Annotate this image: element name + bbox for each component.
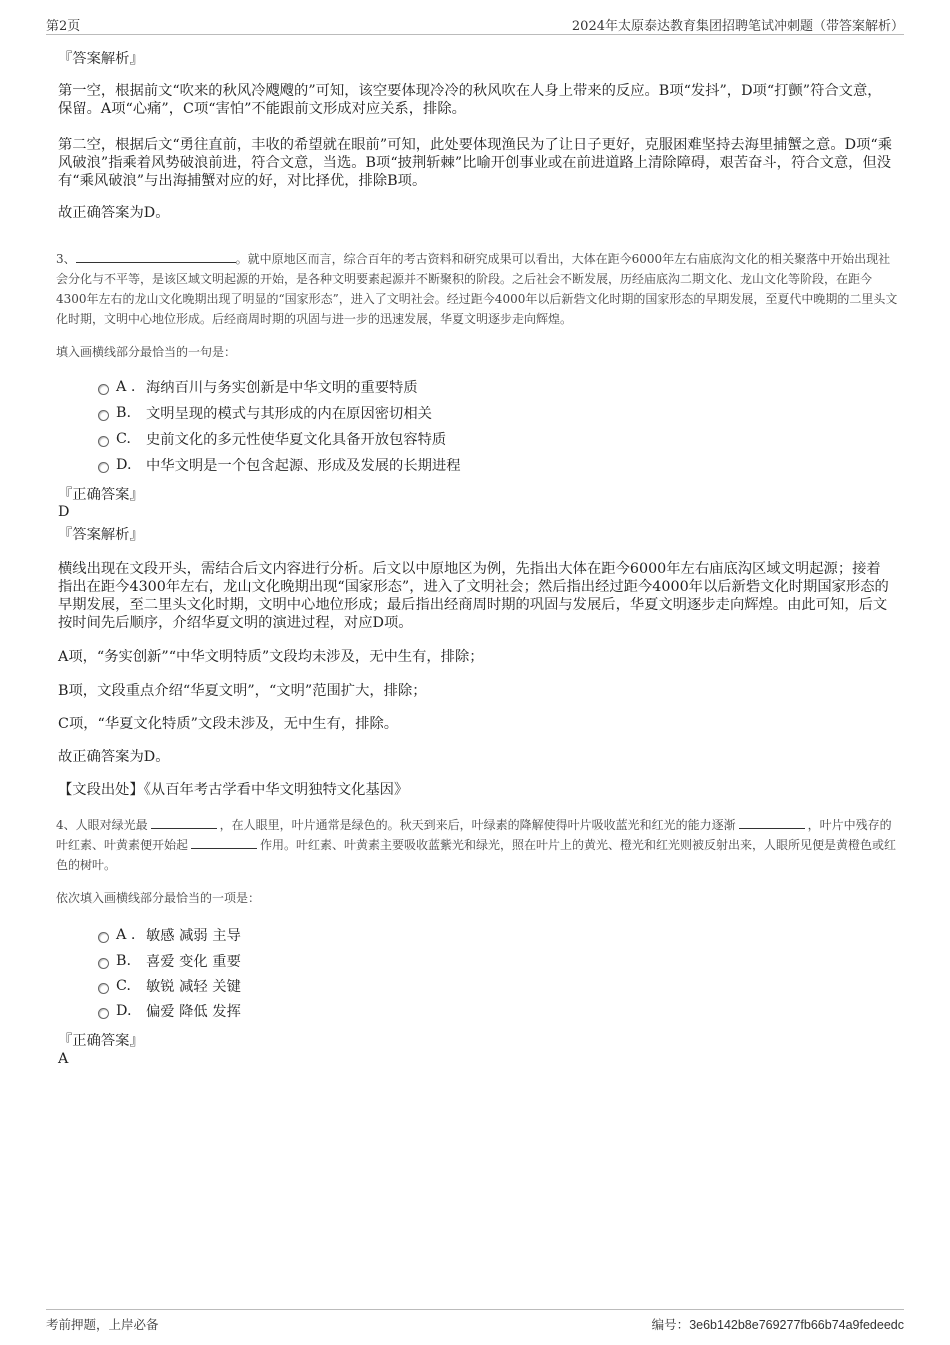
q4-question-text: 4、人眼对绿光最 ，在人眼里，叶片通常是绿色的。秋天到来后，叶绿素的降解使得叶片吸收蓝光和红光的能力逐渐 ，叶片中残存的叶红素、叶黄素便开始起 作用。叶红素、叶黄素主要吸收蓝紫光和绿光，照在叶片上的黄光、橙光和红光则被反射出来，人眼所见便是黄橙色或红色的树叶。 (56, 818, 897, 872)
q3-question-text (56, 249, 898, 329)
q3-analysis-para4: C项，“华夏文化特质”文段未涉及，无中生有，排除。 (58, 716, 399, 732)
q3-analysis-label: 『答案解析』 (58, 527, 144, 543)
q3-analysis-para2: A项，“务实创新”“中华文明特质”文段均未涉及，无中生有，排除； (58, 649, 484, 665)
q4-option-b[interactable]: B. 喜爱 变化 重要 (98, 950, 241, 972)
q4-blank-1 (151, 816, 217, 829)
footer-slogan: 考前押题，上岸必备 (46, 1317, 159, 1332)
q2-analysis-label: 『答案解析』 (58, 51, 144, 67)
radio-icon[interactable] (98, 436, 109, 447)
q3-option-b[interactable]: B. 文明呈现的模式与其形成的内在原因密切相关 (98, 402, 432, 424)
q2-analysis-para1: 第一空，根据前文“吹来的秋风冷飕飕的”可知，该空要体现冷冷的秋风吹在人身上带来的反应。B项“发抖”，D项“打颤”符合文意，保留。A项“心痛”，C项“害怕”不能跟前文形成对应关系，排除。 (58, 83, 882, 117)
q2-analysis-para2: 第二空，根据后文“勇往直前，丰收的希望就在眼前”可知，此处要体现渔民为了让日子更好，克服困难坚持去海里捕蟹之意。D项“乘风破浪”指乘着风势破浪前进，符合文意，当选。B项“披荆斩棘”比喻开创事业或在前进道路上清除障碍，艰苦奋斗，符合文意，但没有“乘风破浪”与出海捕蟹对应的好，对比择优，排除B项。 (58, 137, 893, 189)
page-number: 第2页 (46, 19, 81, 34)
footer-code: 编号：3e6b142b8e769277fb66b74a9fedeedc (651, 1317, 904, 1332)
q3-prompt: 填入画横线部分最恰当的一句是： (56, 345, 237, 359)
radio-icon[interactable] (98, 410, 109, 421)
radio-icon[interactable] (98, 958, 109, 969)
q4-option-c[interactable]: C. 敏锐 减轻 关键 (98, 975, 241, 997)
q3-answer-label: 『正确答案』 (58, 487, 144, 503)
radio-icon[interactable] (98, 1008, 109, 1019)
q3-analysis-para3: B项，文段重点介绍“华夏文明”，“文明”范围扩大，排除； (58, 683, 427, 699)
page-footer (46, 1309, 904, 1332)
q2-conclusion: 故正确答案为D。 (58, 205, 170, 221)
q3-option-a[interactable]: A . 海纳百川与务实创新是中华文明的重要特质 (98, 376, 418, 398)
page-header (46, 14, 904, 35)
q3-analysis-para1: 横线出现在文段开头，需结合后文内容进行分析。后文以中原地区为例，先指出大体在距今6000年左右庙底沟区域文明起源；接着指出在距今4300年左右，龙山文化晚期出现“国家形态”，进入了文明社会；然后指出经过距今4000年以后新砦文化时期国家形态的早期发展，至二里头文化时期，文明中心地位形成；最后指出经商周时期的巩固与发展后，华夏文明逐步走向辉煌。由此可知，后文按时间先后顺序，介绍华夏文明的演进过程，对应D项。 (58, 561, 889, 631)
radio-icon[interactable] (98, 384, 109, 395)
q3-conclusion: 故正确答案为D。 (58, 749, 170, 765)
q4-blank-2 (739, 816, 805, 829)
q4-number: 4、 (56, 818, 76, 832)
radio-icon[interactable] (98, 983, 109, 994)
q3-option-c[interactable]: C. 史前文化的多元性使华夏文化具备开放包容特质 (98, 428, 446, 450)
q3-source: 【文段出处】《从百年考古学看中华文明独特文化基因》 (58, 782, 409, 798)
q3-number: 3、 (56, 252, 76, 266)
q3-answer: D (58, 504, 70, 520)
q4-option-a[interactable]: A . 敏感 减弱 主导 (98, 924, 241, 946)
q4-blank-3 (191, 836, 257, 849)
q4-answer: A (58, 1051, 69, 1067)
q3-option-d[interactable]: D. 中华文明是一个包含起源、形成及发展的长期进程 (98, 454, 461, 476)
q4-answer-label: 『正确答案』 (58, 1033, 144, 1049)
q3-passage: 。就中原地区而言，综合百年的考古资料和研究成果可以看出，大体在距今6000年左右庙底沟文化的相关聚落中开始出现社会分化与不平等，是该区域文明起源的开始，是各种文明要素起源并不断聚积的阶段。之后社会不断发展，历经庙底沟二期文化、龙山文化等阶段，在距今4300年左右的龙山文化晚期出现了明显的“国家形态”，进入了文明社会。经过距今4000年以后新砦文化时期的国家形态的早期发展，至夏代中晚期的二里头文化时期，文明中心地位形成。后经商周时期的巩固与进一步的迅速发展，华夏文明逐步走向辉煌。 (56, 252, 898, 326)
radio-icon[interactable] (98, 462, 109, 473)
q3-blank (76, 250, 236, 263)
document-title: 2024年太原泰达教育集团招聘笔试冲刺题（带答案解析） (571, 19, 904, 34)
q4-prompt: 依次填入画横线部分最恰当的一项是： (56, 891, 261, 905)
q4-option-d[interactable]: D. 偏爱 降低 发挥 (98, 1000, 241, 1022)
radio-icon[interactable] (98, 932, 109, 943)
